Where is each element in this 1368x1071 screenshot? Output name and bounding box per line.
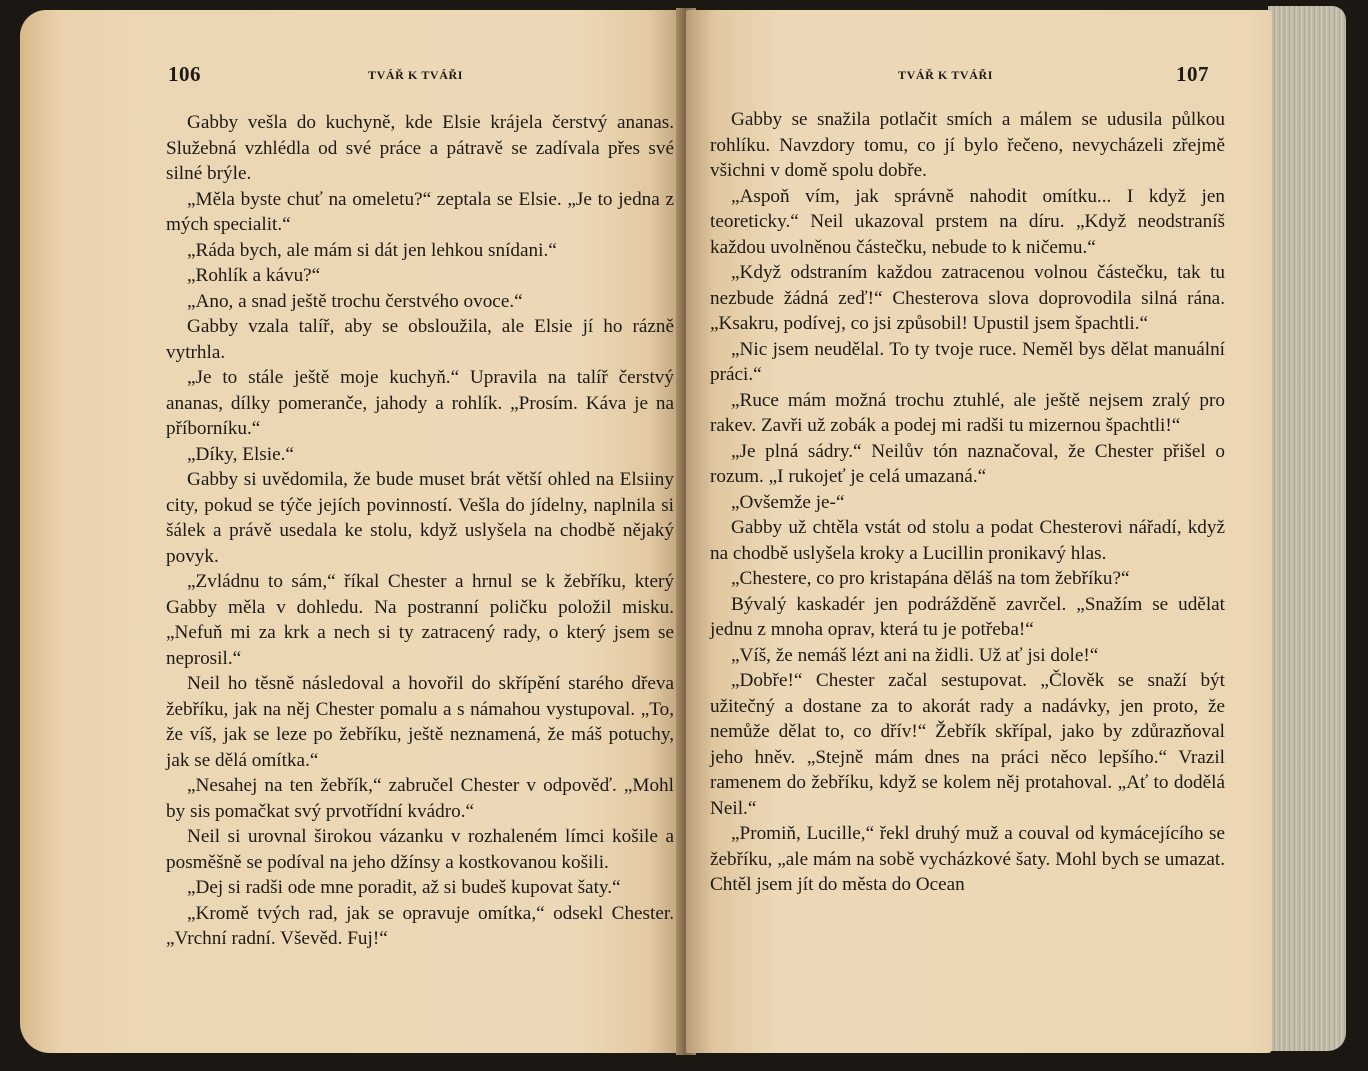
paragraph: „Dobře!“ Chester začal sestupovat. „Člověk se snaží být užitečný a dostane za to akorát rady a nadávky, jen proto, že nemůže dělat to, co dřív!“ Žebřík skřípal, jako by zdůrazňoval jeho hněv. „Stejně mám dnes na práci něco lepšího.“ Vrazil ramenem do žebříku, když se kolem něj protahoval. „Ať to dodělá Neil.“	[710, 670, 1225, 819]
right-running-head: TVÁŘ K TVÁŘI	[898, 68, 993, 82]
paragraph: „Rohlík a kávu?“	[187, 265, 321, 286]
paragraph: „Ráda bych, ale mám si dát jen lehkou snídani.“	[187, 239, 557, 261]
paragraph: „Ovšemže je-“	[731, 491, 845, 513]
paragraph: Gabby už chtěla vstát od stolu a podat Chesterovi nářadí, když na chodbě uslyšela kroky a Lucillin pronikavý hlas.	[710, 517, 1225, 564]
paragraph: „Je plná sádry.“ Neilův tón naznačoval, že Chester přišel o rozum. „I rukojeť je celá umazaná.“	[710, 440, 1225, 487]
paragraph: „Nesahej na ten žebřík,“ zabručel Chester v odpověď. „Mohl by sis pomačkat svý prvotřídní kvádro.“	[166, 775, 674, 822]
paragraph: „Dej si radši ode mne poradit, až si budeš kupovat šaty.“	[187, 877, 621, 898]
right-page	[686, 10, 1272, 1053]
left-running-head: TVÁŘ K TVÁŘI	[368, 68, 463, 82]
paragraph: „Když odstraním každou zatracenou volnou částečku, tak tu nezbude žádná zeď!“ Chesterova slova doprovodila silná rána. „Ksakru, podívej, co jsi způsobil! Upustil jsem špachtli.“	[710, 262, 1225, 334]
left-page	[20, 10, 686, 1053]
right-page-text	[710, 107, 1225, 898]
right-page-number: 107	[1176, 62, 1209, 86]
paragraph: „Aspoň vím, jak správně nahodit omítku... I když jen teoreticky.“ Neil ukazoval prstem na díru. „Když neodstraníš každou uvolněnou částečku, nebude to k ničemu.“	[710, 185, 1225, 258]
paragraph: „Je to stále ještě moje kuchyň.“ Upravila na talíř čerstvý ananas, dílky pomeranče, jahody a rohlík. „Prosím. Káva je na příborníku.“	[166, 367, 674, 439]
paragraph: „Zvládnu to sám,“ říkal Chester a hrnul se k žebříku, který Gabby měla v dohledu. Na postranní poličku položil misku. „Nefuň mi za krk a nech si ty zatracený rady, o který jsem se neprosil.“	[166, 571, 674, 669]
paragraph: „Díky, Elsie.“	[187, 443, 294, 465]
page-edges	[1268, 6, 1346, 1051]
paragraph: „Ruce mám možná trochu ztuhlé, ale ještě nejsem zralý pro rakev. Zavři už zobák a podej mi radši tu mizernou špachtli!“	[710, 389, 1225, 436]
paragraph: „Nic jsem neudělal. To ty tvoje ruce. Neměl bys dělat manuální práci.“	[710, 338, 1225, 385]
paragraph: Bývalý kaskadér jen podrážděně zavrčel. „Snažím se udělat jednu z mnoha oprav, která tu je potřeba!“	[710, 593, 1225, 640]
left-page-text	[166, 110, 674, 952]
paragraph: Gabby si uvědomila, že bude muset brát větší ohled na Elsiiny city, pokud se týče jejích povinností. Vešla do jídelny, naplnila si šálek a právě usedala ke stolu, když uslyšela na chodbě nějaký povyk.	[166, 469, 674, 567]
paragraph: Gabby vešla do kuchyně, kde Elsie krájela čerstvý ananas. Služebná vzhlédla od své práce a pátravě se zadívala přes své silné brýle.	[166, 112, 674, 184]
left-page-number: 106	[168, 62, 201, 86]
paragraph: Neil ho těsně následoval a hovořil do skřípění starého dřeva žebříku, jak na něj Chester pomalu a s námahou vystupoval. „To, že víš, jak se leze po žebříku, ještě neznamená, že máš potuchy, jak se dělá omítka.“	[166, 673, 674, 771]
paragraph: „Chestere, co pro kristapána děláš na tom žebříku?“	[731, 568, 1130, 589]
paragraph: Gabby se snažila potlačit smích a málem se udusila půlkou rohlíku. Navzdory tomu, co jí bylo řečeno, nevycházeli zřejmě všichni v domě spolu dobře.	[710, 109, 1225, 181]
paragraph: „Ano, a snad ještě trochu čerstvého ovoce.“	[187, 290, 523, 312]
paragraph: „Kromě tvých rad, jak se opravuje omítka,“ odsekl Chester. „Vrchní radní. Vševěd. Fuj!“	[166, 902, 674, 949]
paragraph: „Měla byste chuť na omeletu?“ zeptala se Elsie. „Je to jedna z mých specialit.“	[166, 188, 674, 235]
paragraph: Gabby vzala talíř, aby se obsloužila, ale Elsie jí ho rázně vytrhla.	[166, 316, 674, 363]
paragraph: Neil si urovnal širokou vázanku v rozhaleném límci košile a posměšně se podíval na jeho džínsy a kostkovanou košili.	[166, 826, 674, 873]
paragraph: „Promiň, Lucille,“ řekl druhý muž a couval od kymácejícího se žebříku, „ale mám na sobě vycházkové šaty. Mohl bych se umazat. Chtěl jsem jít do města do Ocean	[710, 823, 1225, 895]
paragraph: „Víš, že nemáš lézt ani na židli. Už ať jsi dole!“	[731, 644, 1099, 666]
